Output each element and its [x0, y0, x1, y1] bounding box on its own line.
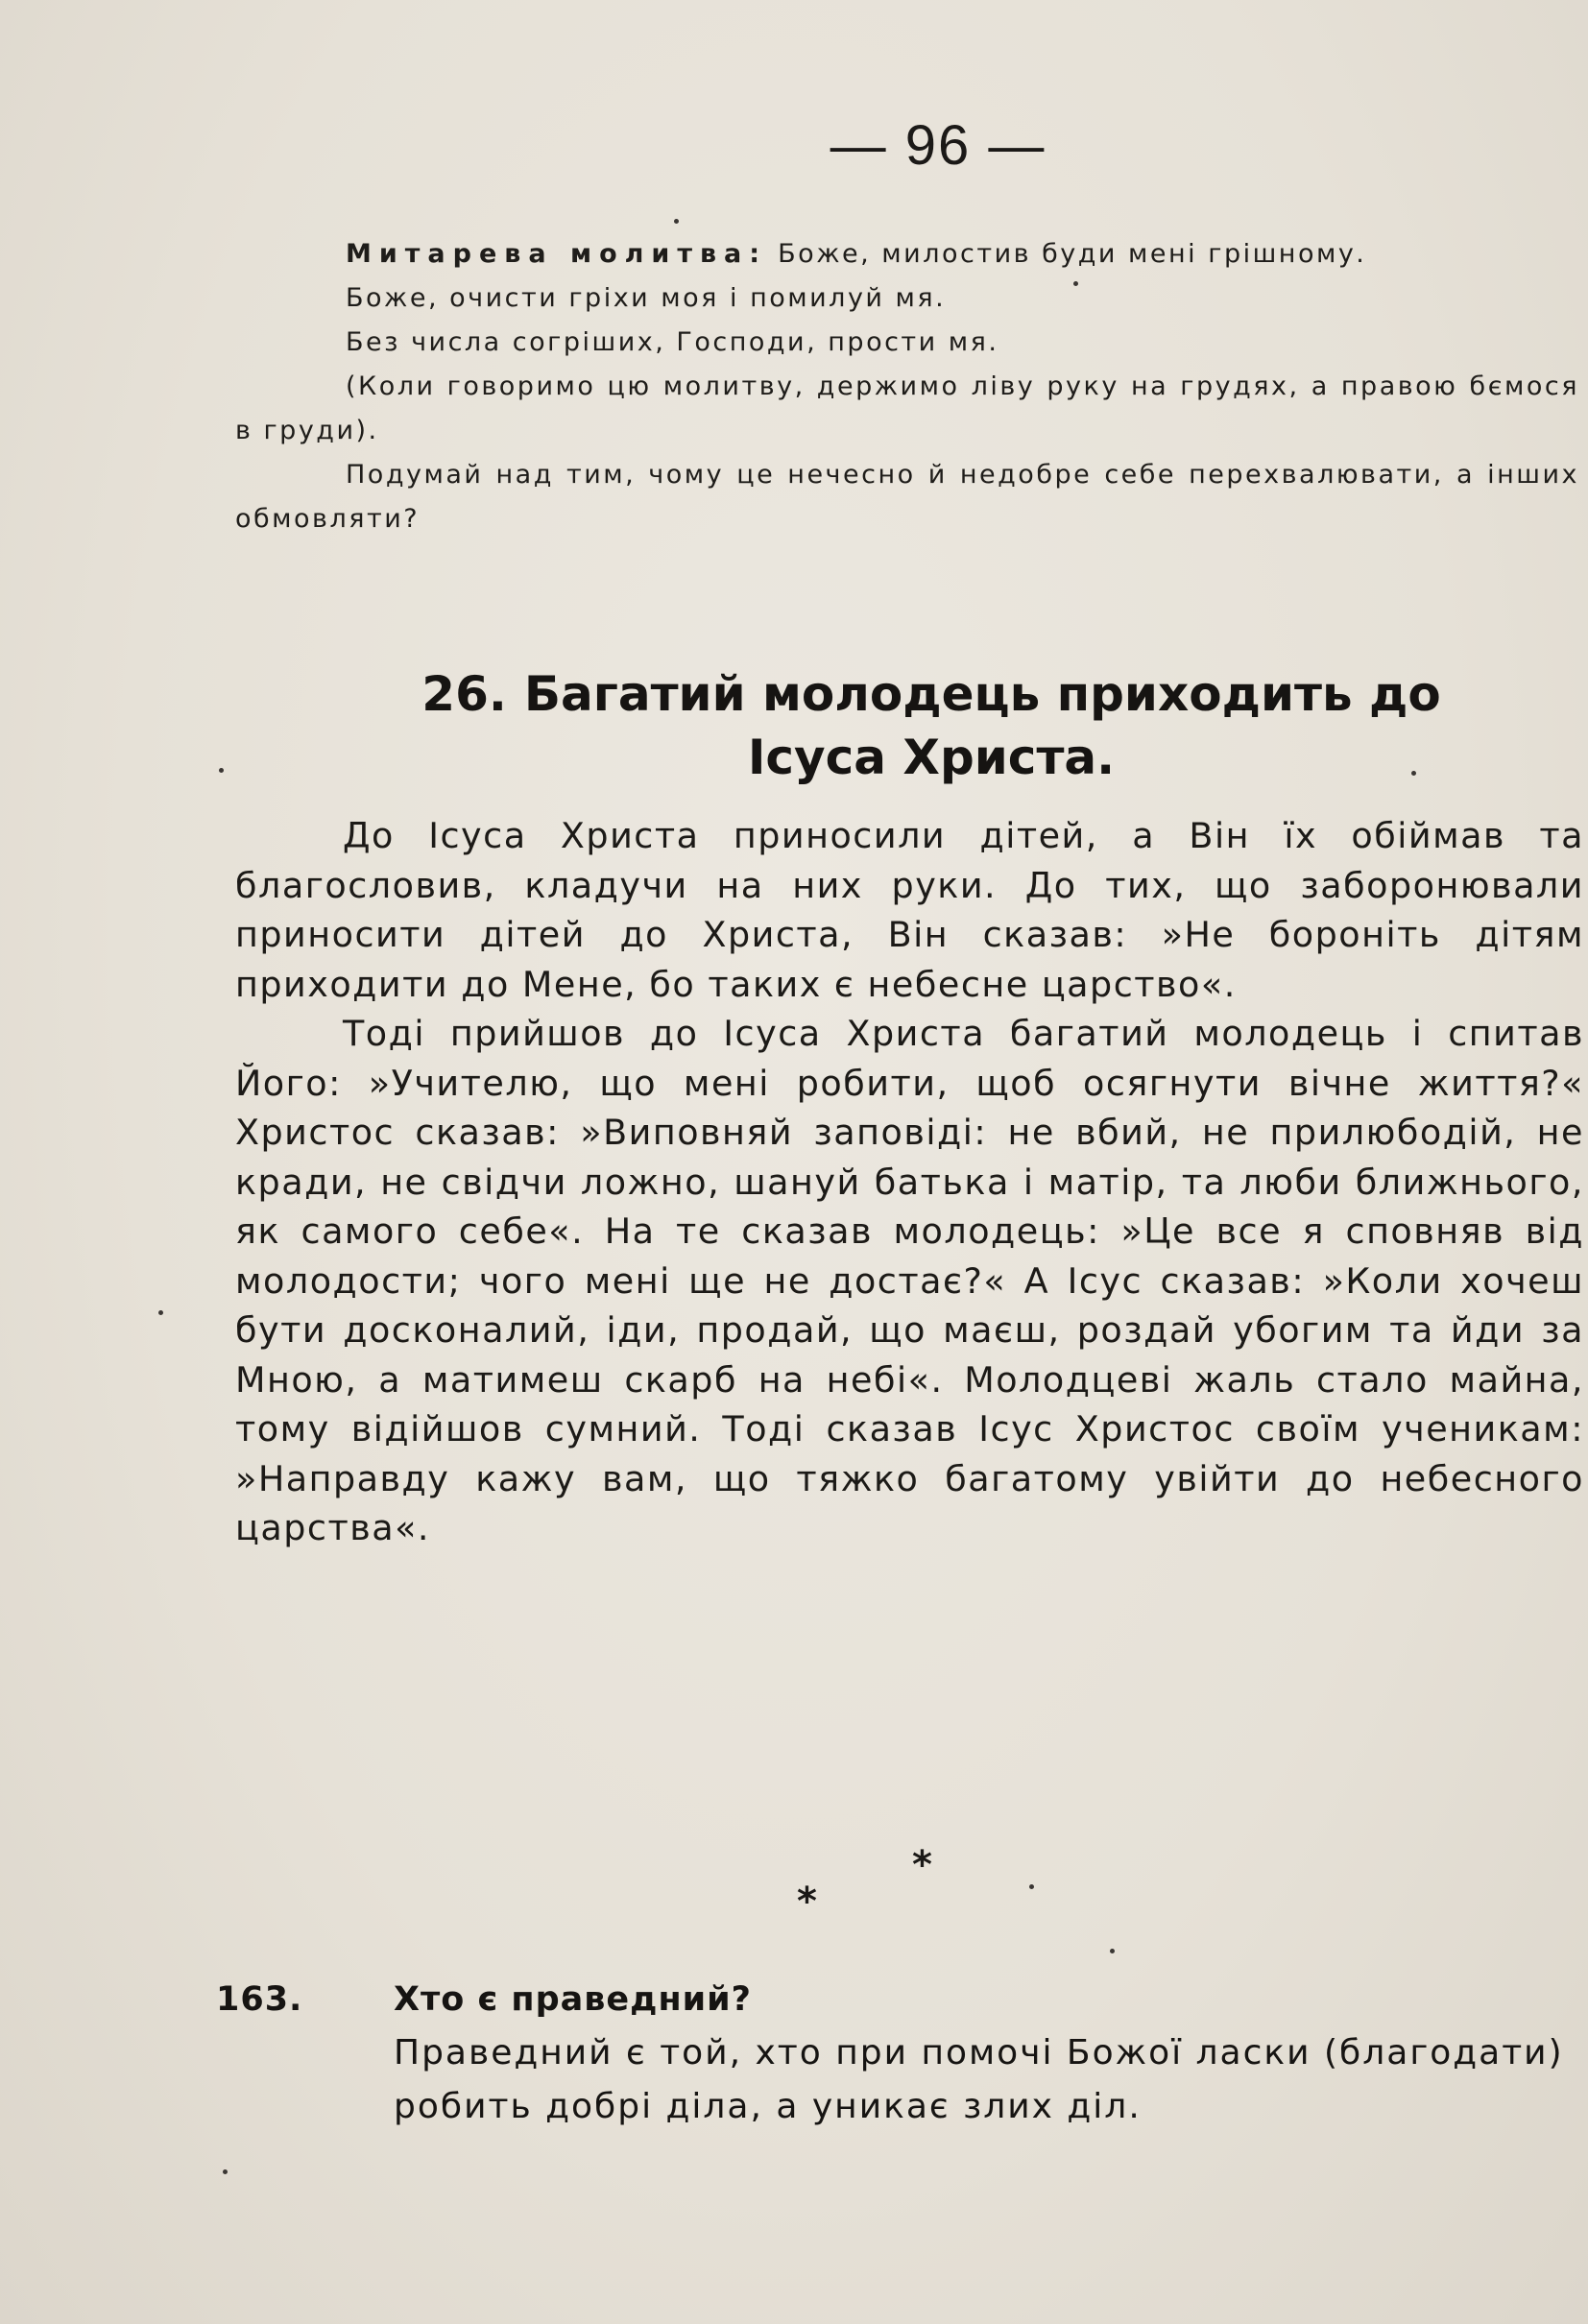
- publican-prayer-text: Боже, милостив буди мені грішному.: [767, 239, 1367, 269]
- answer-text: Праведний є той, хто при помочі Божої ласки (благодати) робить добрі діла, а уникає злих діл.: [394, 2033, 1564, 2126]
- prayer-line-3: Без числа согріших, Господи, прости мя.: [346, 327, 999, 357]
- section-title: Багатий молодець приходить до Ісуса Христа.: [523, 666, 1441, 785]
- print-speck: [1110, 1949, 1115, 1953]
- print-speck: [158, 1310, 163, 1315]
- publican-prayer-paragraph: [235, 232, 1579, 276]
- print-speck: [219, 768, 224, 773]
- reflection-question: Подумай над тим, чому це нечесно й недобре себе перехвалювати, а інших обмовляти?: [235, 460, 1579, 534]
- question-line: [216, 1973, 1588, 2026]
- print-speck: [1029, 1884, 1034, 1889]
- page-number: — 96 —: [830, 114, 1047, 177]
- print-speck: [1073, 281, 1078, 286]
- prayer-line-2: Боже, очисти гріхи моя і помилуй мя.: [346, 283, 947, 313]
- section-paragraph-2: Тоді прийшов до Ісуса Христа багатий молодець і спитав Його: »Учителю, що мені робити, щоб осягнути вічне життя?« Христос сказав: »Виповняй заповіді: не вбий, не прилюбодій, не кради, не свідчи ложно, шануй батька і матір, та люби ближнього, як самого себе«. На те сказав молодець: »Це все я сповняв від молодости; чого мені ще не достає?« А Ісус сказав: »Коли хочеш бути досконалий, іди, продай, що маєш, роздай убогим та йди за Мною, а матимеш скарб на небі«. Молодцеві жаль стало майна, тому відійшов сумний. Тоді сказав Ісус Христос своїм ученикам: »Направду кажу вам, що тяжко багатому увійти до небесного царства«.: [235, 1013, 1584, 1548]
- separator-star: *: [797, 1880, 817, 1924]
- separator-star: *: [912, 1843, 932, 1887]
- section-heading: [355, 662, 1507, 789]
- section-paragraph-1: До Ісуса Христа приносили дітей, а Він їх обіймав та благословив, кладучи на них руки. До тих, що заборонювали приносити дітей до Христа, Він сказав: »Не бороніть дітям приходити до Мене, бо таких є небесне царство«.: [235, 815, 1584, 1005]
- question-text: Хто є праведний?: [394, 1980, 752, 2019]
- intro-text-block: [235, 232, 1579, 541]
- section-number: 26.: [421, 666, 507, 722]
- publican-prayer-title: Митарева молитва:: [346, 239, 768, 269]
- section-body: [235, 811, 1584, 1553]
- prayer-gesture-note: (Коли говоримо цю молитву, держимо ліву руку на грудях, а правою бємося в груди).: [235, 371, 1579, 445]
- print-speck: [674, 219, 679, 224]
- question-number: 163.: [216, 1980, 303, 2019]
- print-speck: [223, 2169, 228, 2174]
- asterisk-separator: [778, 1843, 970, 1924]
- catechism-question-block: [216, 1973, 1588, 2134]
- print-speck: [1411, 771, 1416, 776]
